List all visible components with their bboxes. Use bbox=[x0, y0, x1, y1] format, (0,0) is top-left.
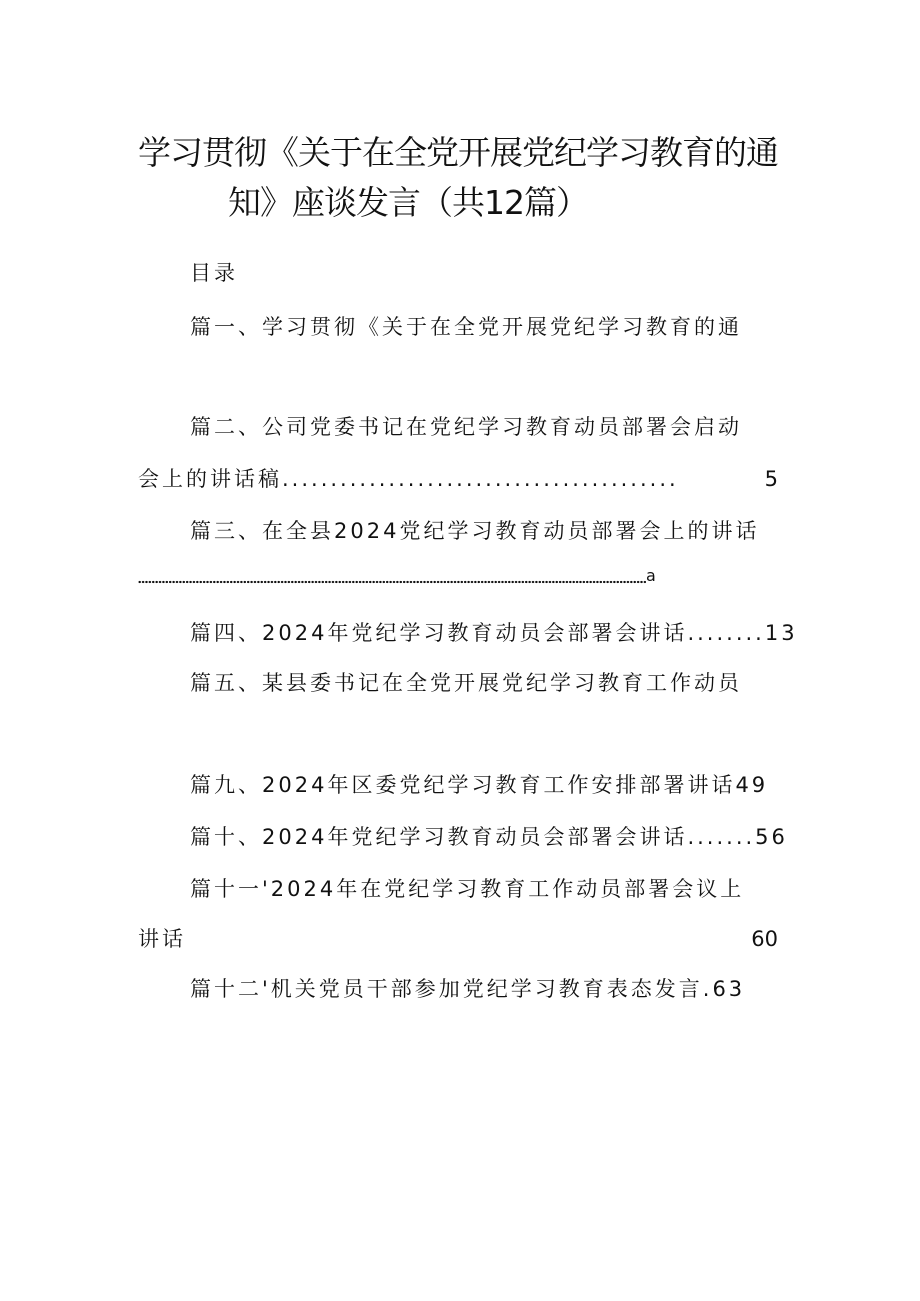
toc-entry-2-text: 会上的讲话稿......................................... bbox=[138, 467, 679, 491]
toc-entry-10[interactable]: 篇十、2024年党纪学习教育动员会部署会讲话.......56 bbox=[190, 825, 788, 849]
toc-entry-3-leader bbox=[138, 566, 658, 594]
toc-entry-11-text: 讲话 bbox=[138, 927, 186, 951]
document-title bbox=[138, 128, 798, 228]
title-line-1: 学习贯彻《关于在全党开展党纪学习教育的通 bbox=[138, 133, 778, 172]
toc-entry-11-page: 60 bbox=[751, 927, 778, 951]
toc-entry-12[interactable]: 篇十二'机关党员干部参加党纪学习教育表态发言.63 bbox=[190, 977, 746, 1001]
toc-entry-3[interactable]: 篇三、在全县2024党纪学习教育动员部署会上的讲话 bbox=[190, 519, 760, 543]
toc-entry-11[interactable]: 篇十一'2024年在党纪学习教育工作动员部署会议上 bbox=[190, 877, 745, 901]
toc-entry-9[interactable]: 篇九、2024年区委党纪学习教育工作安排部署讲话49 bbox=[190, 773, 769, 797]
title-line-2: 知》座谈发言（共12篇） bbox=[228, 183, 588, 222]
toc-entry-2[interactable]: 篇二、公司党委书记在党纪学习教育动员部署会启动 bbox=[190, 415, 742, 439]
toc-entry-5[interactable]: 篇五、某县委书记在全党开展党纪学习教育工作动员 bbox=[190, 671, 742, 695]
toc-label: 目录 bbox=[190, 261, 238, 285]
toc-entry-11-continuation[interactable] bbox=[138, 924, 778, 954]
toc-entry-2-page: 5 bbox=[764, 467, 778, 491]
toc-entry-4[interactable]: 篇四、2024年党纪学习教育动员会部署会讲话........13 bbox=[190, 621, 798, 645]
toc-entry-2-continuation[interactable] bbox=[138, 464, 778, 494]
dot-leader bbox=[138, 580, 646, 584]
toc-entry-3-trail: a bbox=[646, 566, 656, 585]
toc-entry-1[interactable]: 篇一、学习贯彻《关于在全党开展党纪学习教育的通 bbox=[190, 315, 742, 339]
